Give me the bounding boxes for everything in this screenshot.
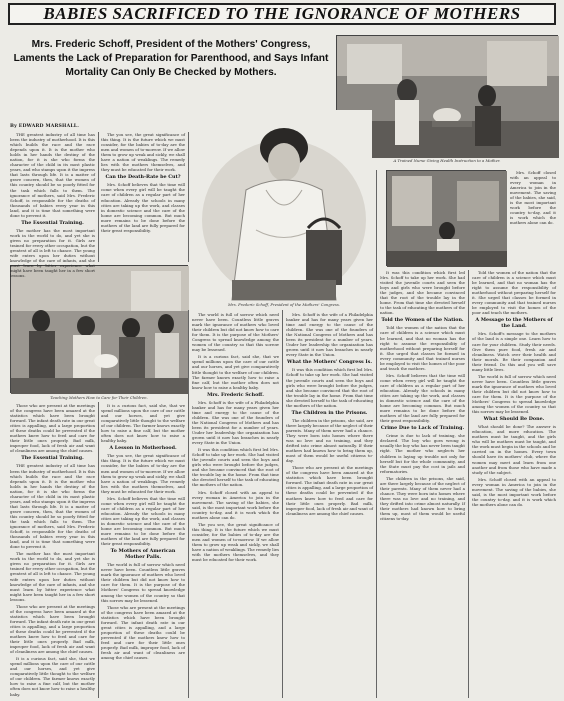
- section-heading: A Lesson in Motherhood.: [109, 445, 177, 452]
- subheadline: Mrs. Frederic Schoff, President of the Mothers' Congress, Laments the Lack of Preparation for Parenthood, and Says Infant Mortality Can Only Be Checked by Mothers.: [13, 39, 329, 79]
- section-heading: Told the Women of the Nation.: [381, 317, 464, 324]
- paragraph: It is a curious fact, said she, that we spend millions upon the care of our cattle and our horses, and yet give comparatively little thought to the welfare of our children. The farmer knows exactly how to raise a fine calf, but the mother often does not know how to raise a healthy baby.: [10, 656, 95, 697]
- section-heading: The Children in the Prisons.: [291, 409, 368, 416]
- paragraph: Told the women of the nation that the care of children is a science which must be learned, and that no woman has the right to assume the responsibility of motherhood without preparing herself for it. She urged that classes be formed in every community and that trained nurses be employed to visit the homes of the poor and teach the mothers.: [380, 325, 465, 371]
- mothers-photo-caption: Teaching Mothers How to Care for Their Children.: [50, 395, 148, 400]
- article-column-5: [380, 270, 465, 698]
- paragraph: Mrs. Schoff's message to the mothers of the land is a simple one. Learn how to care for your children. Study their needs. Give them pure food, fresh air and cleanliness. Watch over their health and their morals. Be their companion and their friend. Do this and you will save many little lives.: [472, 331, 556, 372]
- column-rule: [188, 132, 189, 262]
- section-heading: Can the Death-Rate be Cut?: [105, 174, 181, 181]
- paragraph: THE greatest industry of all time has been the industry of motherhood. It is this which builds the race and the race depends upon it. It is the mother who holds in her hands the destiny of the nation, for it is she who forms the character of the child in its most plastic years, and who stamps upon it the impress that lasts through life. It is a matter of grave concern, then, that the women of this country should be so poorly fitted for the task which falls to them. The ignorance of mothers, said Mrs. Frederic Schoff, is responsible for the deaths of thousands of babies every year in this land, and it is time that something were done to prevent it.: [10, 132, 95, 218]
- mothers-photo: [10, 265, 188, 393]
- paragraph: Mrs. Schoff believes that the time will come when every girl will be taught the care of children as a regular part of her education. Already the schools in many cities are taking up the work, and classes in domestic science and the care of the home are becoming common. But much more remains to be done before the mothers of the land are fully prepared for their great responsibility.: [101, 495, 185, 547]
- paragraph: The you see, the great significance of this thing. It is the future which we must consider, for the babies of to-day are the men and women of to-morrow. If we allow them to grow up weak and sickly, we shall have a nation of weaklings. The remedy lies with the mothers themselves, and they must be educated for their work.: [101, 453, 185, 494]
- paragraph: Mrs. Schoff is the wife of a Philadelphia banker and has for many years given her time and energy to the cause of the children. She was one of the founders of the National Congress of Mothers and has been its president for a number of years. Under her leadership the organization has grown until it now has branches in nearly every State in the Union.: [192, 399, 279, 446]
- article-column-3: [192, 312, 279, 698]
- section-heading: Mrs. Frederic Schoff.: [207, 391, 264, 398]
- byline: By EDWARD MARSHALL.: [10, 124, 80, 129]
- article-column-2-top: [101, 132, 185, 262]
- paragraph: It was this condition which first led Mrs. Schoff to take up her work. She had visited the juvenile courts and seen the boys and girls who were brought before the judges, and she became convinced that the root of the trouble lay in the home. From that time she devoted herself to the task of educating the mothers of the nation.: [380, 270, 465, 316]
- paragraph: THE greatest industry of all time has been the industry of motherhood. It is this which builds the race and the race depends upon it. It is the mother who holds in her hands the destiny of the nation, for it is she who forms the character of the child in its most plastic years, and who stamps upon it the impress that lasts through life. It is a matter of grave concern, then, that the women of this country should be so poorly fitted for the task which falls to them. The ignorance of mothers, said Mrs. Frederic Schoff, is responsible for the deaths of thousands of babies every year in this land, and it is time that something were done to prevent it.: [10, 463, 95, 550]
- column-rule: [282, 310, 283, 698]
- column-rule: [98, 402, 99, 698]
- paragraph: It was this condition which first led Mrs. Schoff to take up her work. She had visited the juvenile courts and seen the boys and girls who were brought before the judges, and she became convinced that the root of the trouble lay in the home. From that time she devoted herself to the task of educating the mothers of the nation.: [286, 367, 373, 408]
- paragraph: The children in the prisons, she said, are there largely because of the neglect of their parents. Many of them never had a chance. They were born into homes where there was no love and no training, and they drifted into crime almost naturally. If their mothers had known how to bring them up, most of them would be useful citizens to-day.: [380, 475, 465, 522]
- paragraph: Mrs. Schoff closed with an appeal to every woman in America to join in the movement. The saving of the babies, she said, is the most important work before the country to-day, and it is work which the mothers alone can do.: [510, 170, 556, 226]
- paragraph: What should be done? The answer is education, and more education. The mothers must be taught, and the girls who will be mothers must be taught, and the work must begin in the schools and be carried on in the homes. Every town should have its mothers' club, where the women may meet and learn from one another and from those who have made a study of the subject.: [472, 424, 556, 475]
- schoff-portrait-caption: Mrs. Frederic Schoff, President of the Mothers' Congress.: [228, 302, 340, 307]
- schoff-portrait: [196, 110, 372, 300]
- paragraph: Mrs. Schoff closed with an appeal to every woman in America to join in the movement. The saving of the babies, she said, is the most important work before the country to-day, and it is work which the mothers alone can do.: [192, 489, 279, 520]
- paragraph: It is a curious fact, said she, that we spend millions upon the care of our cattle and our horses, and yet give comparatively little thought to the welfare of our children. The farmer knows exactly how to raise a fine calf, but the mother often does not know how to raise a healthy baby.: [192, 354, 279, 390]
- nurse-photo-caption: A Trained Nurse Giving Health Instruction to a Mother.: [393, 158, 501, 163]
- paragraph: Mrs. Schoff believes that the time will come when every girl will be taught the care of children as a regular part of her education. Already the schools in many cities are taking up the work, and classes in domestic science and the care of the home are becoming common. But much more remains to be done before the mothers of the land are fully prepared for their great responsibility.: [380, 372, 465, 424]
- interior-photo-image: [387, 171, 507, 267]
- paragraph: Those who are present at the meetings of the congress have been amazed at the statistics which have been brought forward. The infant death rate in our great cities is appalling, and a large proportion of these deaths could be prevented if the mothers knew how to feed and care for their little ones properly. Bad milk, improper food, lack of fresh air and want of cleanliness are among the chief causes.: [101, 604, 185, 661]
- column-rule: [376, 170, 377, 698]
- article-column-6: [472, 270, 556, 698]
- section-heading: Crime Due to Lack of Training.: [380, 425, 465, 432]
- article-column-1-bottom: [10, 403, 95, 698]
- column-rule: [188, 310, 189, 698]
- section-heading: A Message to the Mothers of the Land.: [475, 317, 553, 330]
- paragraph: The world is full of sorrow which need never have been. Countless little graves mark the ignorance of mothers who loved their children but did not know how to care for them. It is the purpose of the Mothers' Congress to spread knowledge among the women of the country so that this sorrow may be lessened.: [101, 562, 185, 603]
- section-heading: The Essential Training.: [21, 219, 84, 226]
- article-column-4: [286, 312, 373, 698]
- paragraph: Told the women of the nation that the care of children is a science which must be learned, and that no woman has the right to assume the responsibility of motherhood without preparing herself for it. She urged that classes be formed in every community and that trained nurses be employed to visit the homes of the poor and teach the mothers.: [472, 270, 556, 316]
- paragraph: The world is full of sorrow which need never have been. Countless little graves mark the ignorance of mothers who loved their children but did not know how to care for them. It is the purpose of the Mothers' Congress to spread knowledge among the women of the country so that this sorrow may be lessened.: [472, 373, 556, 415]
- section-heading: What the Mothers' Congress Is.: [286, 359, 373, 366]
- paragraph: The you see, the great significance of this thing. It is the future which we must consider, for the babies of to-day are the men and women of to-morrow. If we allow them to grow up weak and sickly, we shall have a nation of weaklings. The remedy lies with the mothers themselves, and they must be educated for their work.: [192, 521, 279, 563]
- mothers-photo-image: [11, 266, 189, 394]
- column-rule: [98, 132, 99, 262]
- paragraph: Those who are present at the meetings of the congress have been amazed at the statistics which have been brought forward. The infant death rate in our great cities is appalling, and a large proportion of these deaths could be prevented if the mothers knew how to feed and care for their little ones properly. Bad milk, improper food, lack of fresh air and want of cleanliness are among the chief causes.: [10, 403, 95, 454]
- paragraph: Mrs. Schoff believes that the time will come when every girl will be taught the care of children as a regular part of her education. Already the schools in many cities are taking up the work, and classes in domestic science and the care of the home are becoming common. But much more remains to be done before the mothers of the land are fully prepared for their great responsibility.: [101, 182, 185, 233]
- paragraph: The world is full of sorrow which need never have been. Countless little graves mark the ignorance of mothers who loved their children but did not know how to care for them. It is the purpose of the Mothers' Congress to spread knowledge among the women of the country so that this sorrow may be lessened.: [192, 312, 279, 353]
- section-heading: What Should Be Done.: [483, 416, 545, 423]
- article-column-1-top: [10, 132, 95, 279]
- paragraph: It was this condition which first led Mrs. Schoff to take up her work. She had visited the juvenile courts and seen the boys and girls who were brought before the judges, and she became convinced that the root of the trouble lay in the home. From that time she devoted herself to the task of educating the mothers of the nation.: [192, 447, 279, 488]
- section-heading: The Essential Training.: [21, 455, 84, 462]
- paragraph: It is a curious fact, said she, that we spend millions upon the care of our cattle and our horses, and yet give comparatively little thought to the welfare of our children. The farmer knows exactly how to raise a fine calf, but the mother often does not know how to raise a healthy baby.: [101, 403, 185, 444]
- paragraph: The mother has the most important work in the world to do, and yet she is given no preparation for it. Girls are trained for every other occupation, but the greatest of all is left to chance. The young wife enters upon her duties without knowledge of the care of infants, and she must learn by bitter experience what might have been taught her in a few short lessons.: [10, 227, 95, 279]
- article-column-2-bottom: [101, 403, 185, 698]
- headline-banner: [8, 3, 556, 25]
- paragraph: The children in the prisons, she said, are there largely because of the neglect of their parents. Many of them never had a chance. They were born into homes where there was no love and no training, and they drifted into crime almost naturally. If their mothers had known how to bring them up, most of them would be useful citizens to-day.: [286, 417, 373, 464]
- interior-photo: [386, 170, 506, 266]
- paragraph: Mrs. Schoff closed with an appeal to every woman in America to join in the movement. The saving of the babies, she said, is the most important work before the country to-day, and it is work which the mothers alone can do.: [472, 476, 556, 507]
- section-heading: To Mothers of American Mother Palls.: [110, 548, 176, 561]
- paragraph: The mother has the most important work in the world to do, and yet she is given no preparation for it. Girls are trained for every other occupation, but the greatest of all is left to chance. The young wife enters upon her duties without knowledge of the care of infants, and she must learn by bitter experience what might have been taught her in a few short lessons.: [10, 551, 95, 602]
- column-rule: [468, 270, 469, 698]
- paragraph: Those who are present at the meetings of the congress have been amazed at the statistics which have been brought forward. The infant death rate in our great cities is appalling, and a large proportion of these deaths could be prevented if the mothers knew how to feed and care for their little ones properly. Bad milk, improper food, lack of fresh air and want of cleanliness are among the chief causes.: [286, 465, 373, 516]
- article-column-right-top: [510, 170, 556, 266]
- paragraph: Mrs. Schoff is the wife of a Philadelphia banker and has for many years given her time and energy to the cause of the children. She was one of the founders of the National Congress of Mothers and has been its president for a number of years. Under her leadership the organization has grown until it now has branches in nearly every State in the Union.: [286, 312, 373, 358]
- paragraph: Crime is due to lack of training, she declared. The boy who goes wrong is usually the boy who has never been taught right. The mother who neglects her children is laying up trouble not only for herself but for the whole community, and the State must pay the cost in jails and reformatories.: [380, 433, 465, 474]
- paragraph: Those who are present at the meetings of the congress have been amazed at the statistics which have been brought forward. The infant death rate in our great cities is appalling, and a large proportion of these deaths could be prevented if the mothers knew how to feed and care for their little ones properly. Bad milk, improper food, lack of fresh air and want of cleanliness are among the chief causes.: [10, 603, 95, 655]
- paragraph: The you see, the great significance of this thing. It is the future which we must consider, for the babies of to-day are the men and women of to-morrow. If we allow them to grow up weak and sickly, we shall have a nation of weaklings. The remedy lies with the mothers themselves, and they must be educated for their work.: [101, 132, 185, 173]
- headline: BABIES SACRIFICED TO THE IGNORANCE OF MOTHERS: [43, 4, 521, 23]
- schoff-portrait-image: [196, 110, 372, 300]
